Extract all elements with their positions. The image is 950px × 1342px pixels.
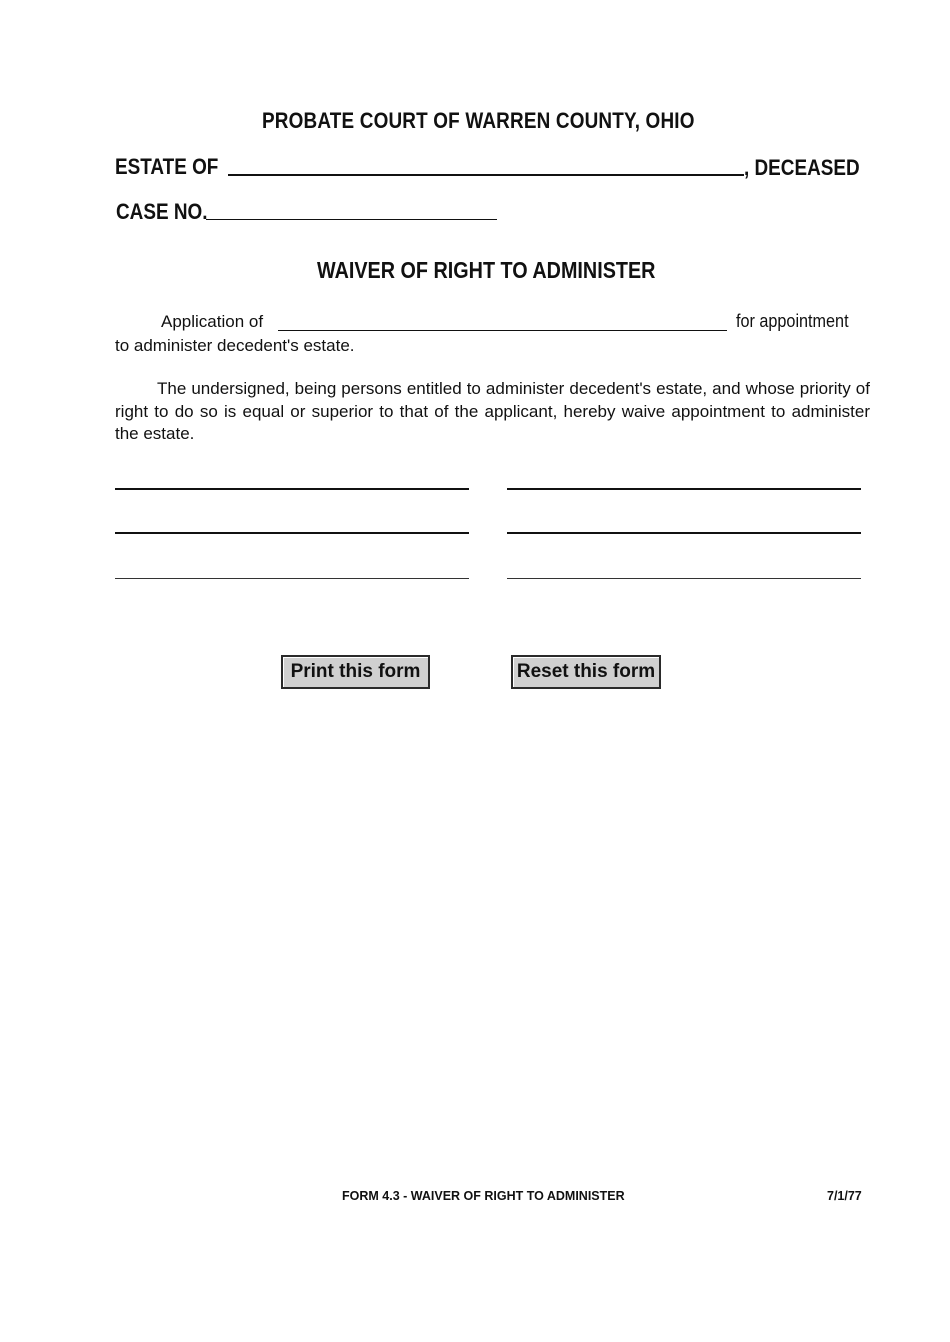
estate-of-label: ESTATE OF [115, 154, 219, 179]
print-form-button[interactable]: Print this form [281, 655, 430, 689]
signature-line-1[interactable] [115, 488, 469, 490]
signature-line-2[interactable] [507, 488, 861, 490]
signature-line-3[interactable] [115, 532, 469, 534]
deceased-label: , DECEASED [744, 155, 860, 180]
form-title: WAIVER OF RIGHT TO ADMINISTER [317, 257, 656, 283]
case-number-field[interactable] [206, 219, 497, 220]
signature-line-6[interactable] [507, 578, 861, 579]
for-appointment-label: for appointment [736, 311, 849, 331]
application-line-2: to administer decedent's estate. [115, 336, 355, 355]
reset-form-button[interactable]: Reset this form [511, 655, 661, 689]
application-of-label: Application of [161, 312, 264, 331]
signature-line-4[interactable] [507, 532, 861, 534]
case-number-label: CASE NO. [116, 199, 208, 224]
court-title: PROBATE COURT OF WARREN COUNTY, OHIO [262, 108, 695, 133]
waiver-paragraph: The undersigned, being persons entitled to administer decedent's estate, and whose priority of right to do so is equal or superior to that of the applicant, hereby waive appointment to administer the estate. [115, 379, 870, 443]
signature-line-5[interactable] [115, 578, 469, 579]
estate-name-field[interactable] [228, 174, 744, 176]
footer-date: 7/1/77 [827, 1189, 862, 1203]
applicant-name-field[interactable] [278, 330, 727, 331]
footer-form-name: FORM 4.3 - WAIVER OF RIGHT TO ADMINISTER [342, 1189, 625, 1203]
